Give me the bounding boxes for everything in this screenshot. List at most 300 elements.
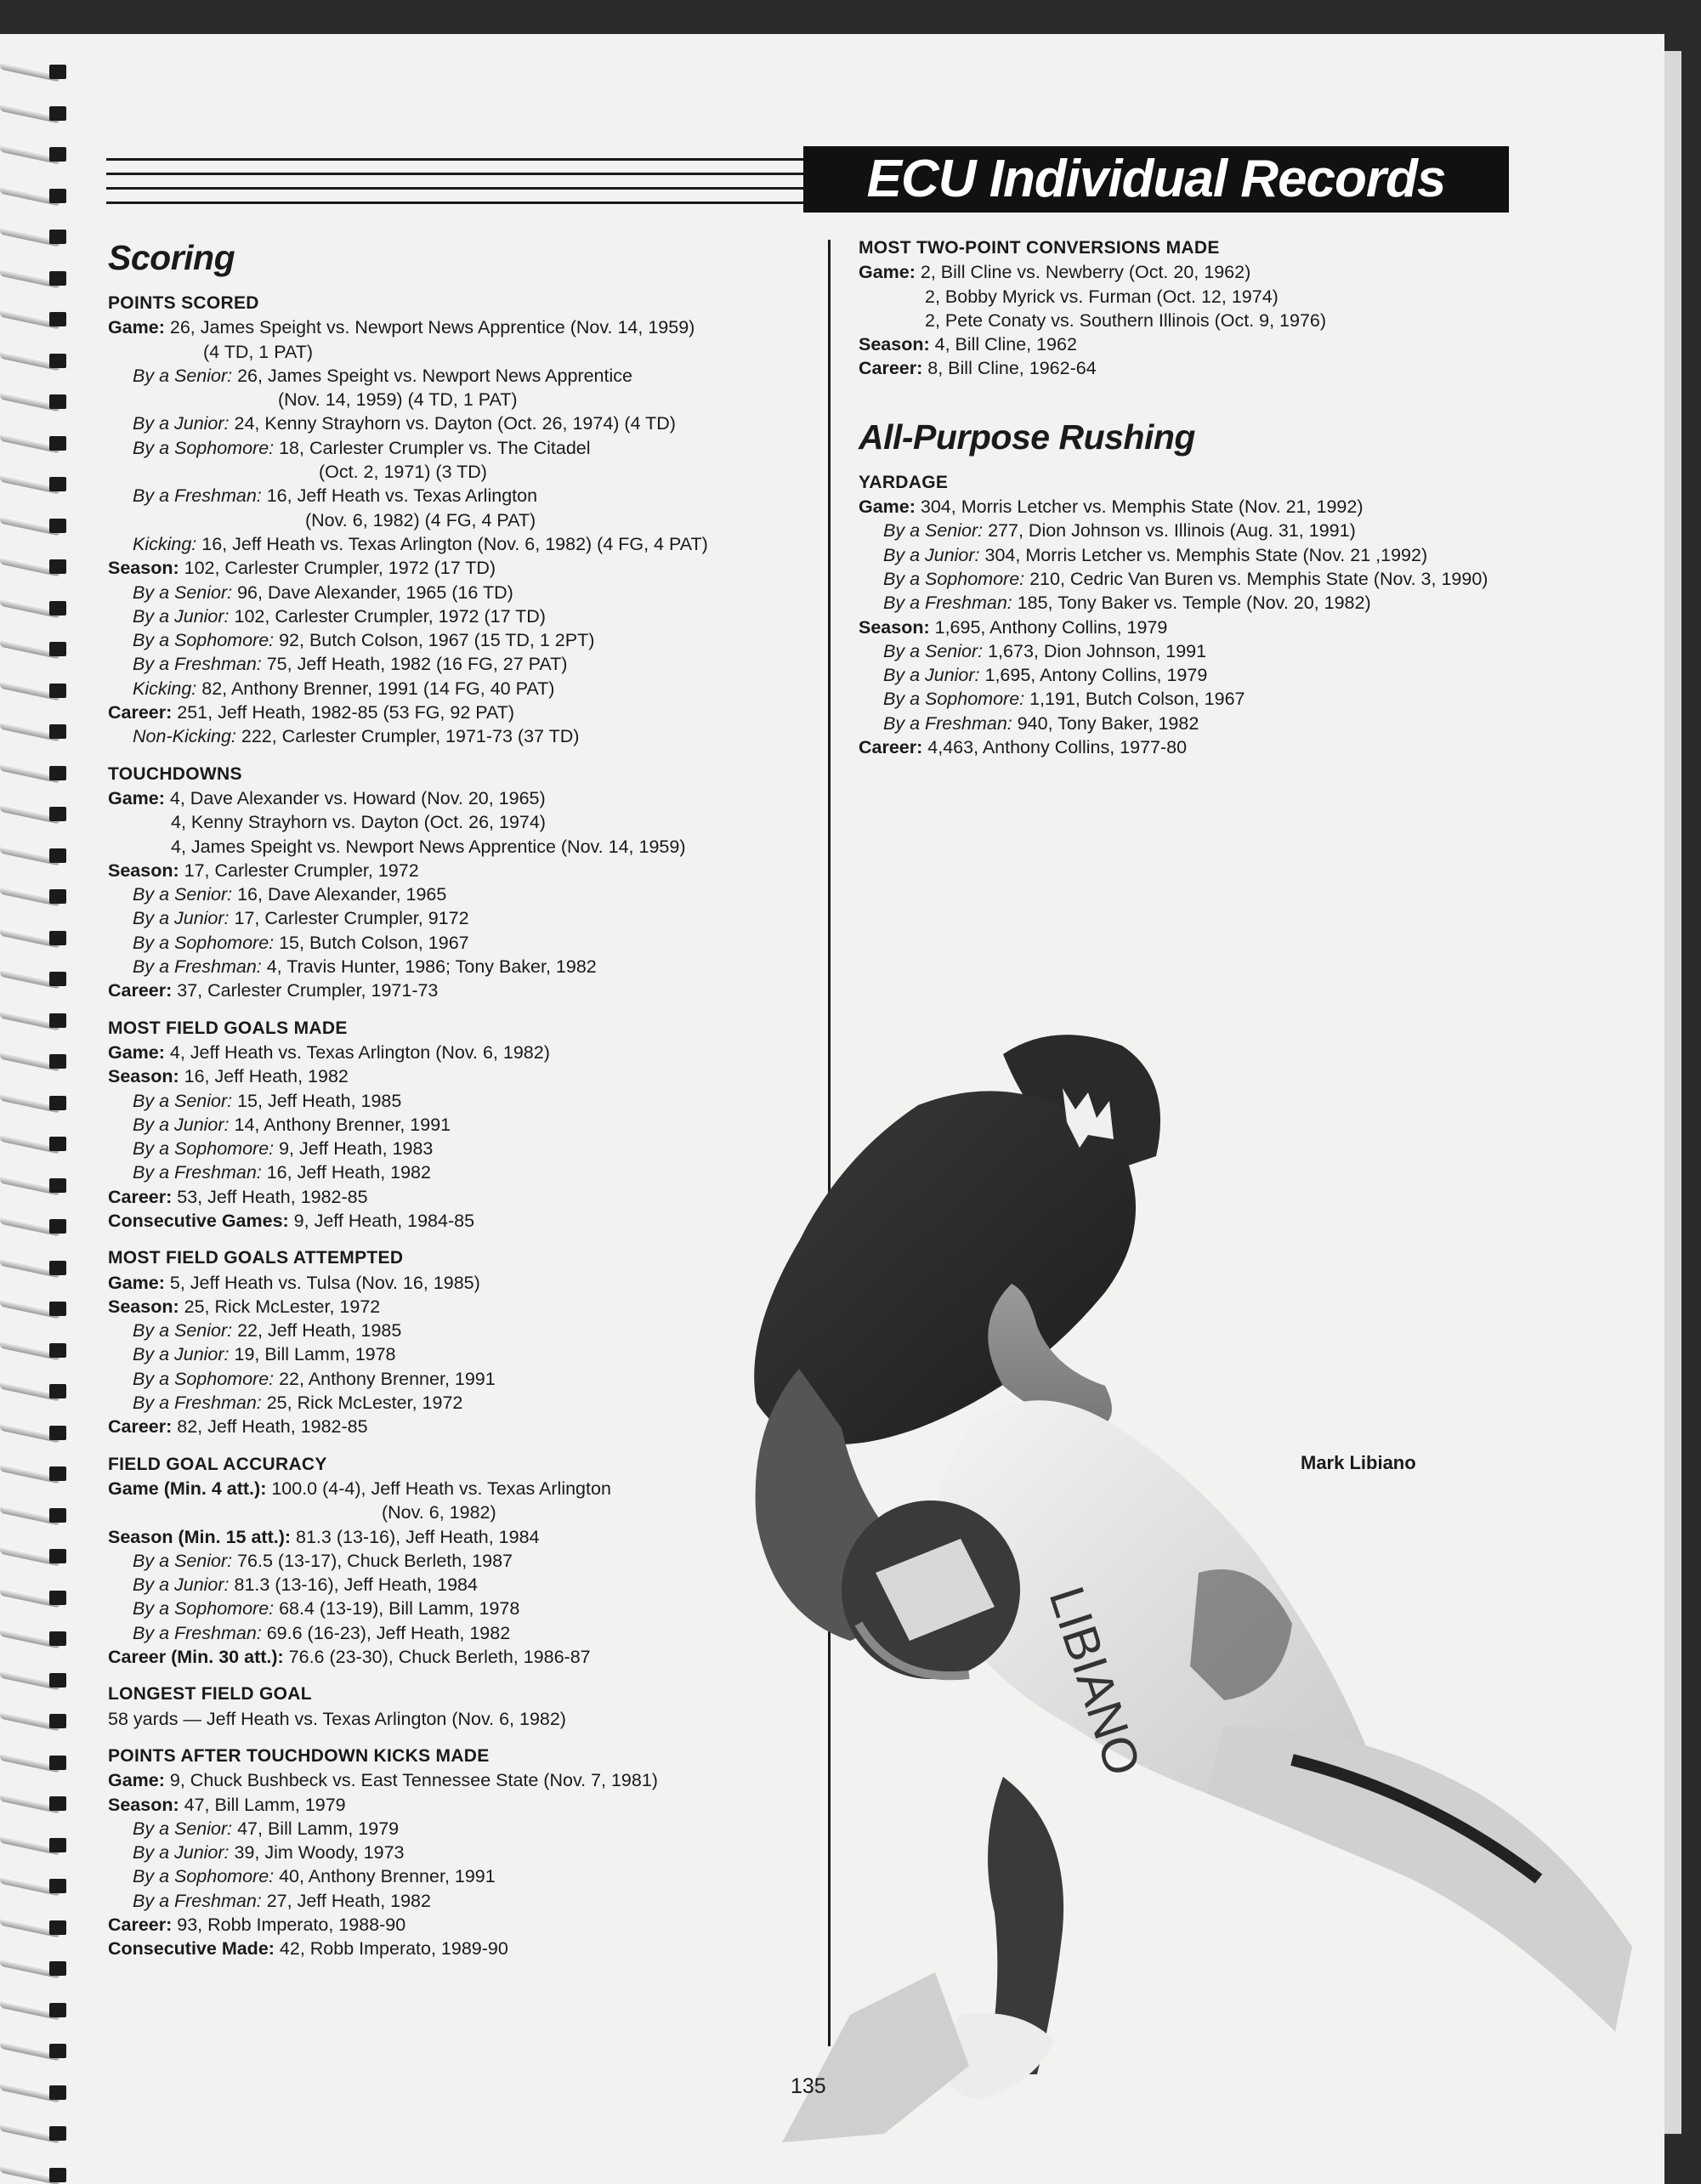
record-line <box>108 315 822 339</box>
binding-ring <box>0 1503 68 1529</box>
binding-ring <box>0 554 68 580</box>
record-value: 4, Dave Alexander vs. Howard (Nov. 20, 1965) <box>164 787 546 808</box>
binding-ring <box>0 926 68 951</box>
ring-hole <box>49 2003 66 2017</box>
ring-hole <box>49 230 66 244</box>
record-group <box>108 763 822 1003</box>
record-line <box>859 639 1564 663</box>
record-label: Game (Min. 4 att.): <box>108 1478 267 1499</box>
record-line <box>108 979 822 1002</box>
record-label: By a Senior: <box>133 365 233 386</box>
record-line <box>108 411 822 435</box>
record-label: Season: <box>108 859 179 881</box>
record-label: Season: <box>108 1794 179 1815</box>
binding-ring <box>0 2163 68 2184</box>
ring-hole <box>49 601 66 615</box>
record-label: By a Junior: <box>133 1842 230 1863</box>
record-line <box>108 931 822 955</box>
record-value: 15, Jeff Heath, 1985 <box>232 1090 402 1111</box>
section-title-scoring: Scoring <box>108 238 235 277</box>
record-value: 47, Bill Lamm, 1979 <box>232 1818 400 1839</box>
header-rule <box>106 201 803 204</box>
record-value: 58 yards — Jeff Heath vs. Texas Arlington (Nov. 6, 1982) <box>108 1708 566 1729</box>
record-line <box>108 1768 822 1792</box>
record-line <box>108 859 822 882</box>
record-group <box>108 1453 822 1670</box>
record-value: 16, Jeff Heath vs. Texas Arlington (Nov. 6, 1982) (4 FG, 4 PAT) <box>196 533 708 554</box>
record-line <box>108 786 822 810</box>
record-line <box>108 955 822 979</box>
record-line <box>108 1477 822 1500</box>
binding-ring <box>0 101 68 127</box>
binding-ring <box>0 719 68 745</box>
record-heading: LONGEST FIELD GOAL <box>108 1684 312 1705</box>
white-leg <box>1207 1726 1632 2032</box>
record-value: 16, Jeff Heath, 1982 <box>261 1162 431 1183</box>
record-line <box>108 1295 822 1319</box>
record-label: By a Sophomore: <box>133 932 275 953</box>
record-line <box>108 1160 822 1184</box>
page-title: ECU Individual Records <box>803 146 1509 213</box>
binding-ring <box>0 1998 68 2023</box>
left-column <box>108 234 822 1961</box>
record-label: Game: <box>859 496 916 518</box>
ring-hole <box>49 1261 66 1275</box>
record-line <box>859 260 1564 284</box>
record-value: 53, Jeff Heath, 1982-85 <box>172 1186 368 1207</box>
left-record-groups <box>108 292 822 1961</box>
record-value: 82, Anthony Brenner, 1991 (14 FG, 40 PAT) <box>196 678 555 699</box>
binding-ring <box>0 513 68 539</box>
record-label: By a Sophomore: <box>883 568 1025 589</box>
record-label: Kicking: <box>133 533 197 554</box>
record-heading: MOST FIELD GOALS MADE <box>108 1018 348 1038</box>
ring-hole <box>49 1137 66 1151</box>
record-label: Career: <box>859 358 923 379</box>
binding-ring <box>0 224 68 250</box>
ring-hole <box>49 2168 66 2182</box>
record-value: 185, Tony Baker vs. Temple (Nov. 20, 1982) <box>1012 593 1371 614</box>
record-value: 17, Carlester Crumpler, 9172 <box>229 908 469 929</box>
record-value: 4, Travis Hunter, 1986; Tony Baker, 1982 <box>261 956 597 978</box>
record-value: 304, Morris Letcher vs. Memphis State (Nov. 21 ,1992) <box>979 544 1428 565</box>
record-line <box>108 484 822 508</box>
record-line <box>108 1645 822 1669</box>
ring-hole <box>49 189 66 203</box>
record-value: 39, Jim Woody, 1973 <box>229 1842 405 1863</box>
record-label: By a Junior: <box>133 1114 230 1135</box>
record-label: Game: <box>108 1041 165 1063</box>
ring-hole <box>49 1178 66 1193</box>
binding-ring <box>0 60 68 85</box>
record-line <box>108 460 822 484</box>
record-label: Game: <box>108 1272 165 1293</box>
record-label: By a Senior: <box>133 1090 233 1111</box>
record-line <box>859 735 1564 759</box>
ring-hole <box>49 1920 66 1935</box>
record-heading: MOST FIELD GOALS ATTEMPTED <box>108 1248 404 1268</box>
binding-ring <box>0 266 68 292</box>
record-value: 940, Tony Baker, 1982 <box>1012 712 1199 734</box>
record-value: 92, Butch Colson, 1967 (15 TD, 1 2PT) <box>274 630 595 651</box>
ring-hole <box>49 1343 66 1358</box>
record-value: (4 TD, 1 PAT) <box>203 341 314 362</box>
record-line <box>108 388 822 411</box>
record-line <box>108 1549 822 1573</box>
ring-hole <box>49 559 66 574</box>
record-line <box>108 1864 822 1888</box>
record-value: 22, Jeff Heath, 1985 <box>232 1320 402 1342</box>
record-value: 222, Carlester Crumpler, 1971-73 (37 TD) <box>235 726 580 747</box>
record-line <box>108 628 822 652</box>
record-value: 1,673, Dion Johnson, 1991 <box>983 640 1207 661</box>
record-label: By a Freshman: <box>133 485 262 507</box>
record-heading: MOST TWO-POINT CONVERSIONS MADE <box>859 238 1220 258</box>
ring-hole <box>49 436 66 451</box>
binding-ring <box>0 1173 68 1199</box>
header-rule <box>106 173 803 175</box>
record-value: 102, Carlester Crumpler, 1972 (17 TD) <box>179 558 496 579</box>
record-value: 14, Anthony Brenner, 1991 <box>229 1114 451 1135</box>
ring-hole <box>49 684 66 698</box>
record-value: 2, Bobby Myrick vs. Furman (Oct. 12, 1974) <box>925 286 1279 307</box>
binding-ring <box>0 1214 68 1239</box>
ring-hole <box>49 889 66 904</box>
record-heading: FIELD GOAL ACCURACY <box>108 1454 327 1474</box>
record-label: By a Freshman: <box>133 1890 262 1911</box>
record-value: 17, Carlester Crumpler, 1972 <box>179 859 419 881</box>
ring-hole <box>49 766 66 780</box>
record-label: Game: <box>108 317 165 338</box>
record-value: 8, Bill Cline, 1962-64 <box>922 358 1097 379</box>
record-value: (Nov. 6, 1982) <box>382 1502 496 1523</box>
binding-ring <box>0 1709 68 1734</box>
record-value: 25, Rick McLester, 1972 <box>179 1296 381 1317</box>
binding-ring <box>0 1544 68 1569</box>
record-group <box>108 292 822 749</box>
ring-hole <box>49 106 66 121</box>
record-line <box>108 1391 822 1415</box>
record-line <box>108 1525 822 1549</box>
binding-ring <box>0 1379 68 1404</box>
record-value: 2, Bill Cline vs. Newberry (Oct. 20, 1962) <box>915 262 1251 283</box>
header-rule <box>106 158 803 161</box>
record-value: 26, James Speight vs. Newport News Apprentice (Nov. 14, 1959) <box>164 317 695 338</box>
record-label: Kicking: <box>133 678 197 699</box>
record-value: 18, Carlester Crumpler vs. The Citadel <box>274 437 591 458</box>
record-label: By a Freshman: <box>883 712 1012 734</box>
record-label: By a Junior: <box>133 413 230 434</box>
binding-ring <box>0 1874 68 1899</box>
record-line <box>108 652 822 676</box>
record-label: By a Sophomore: <box>133 1368 275 1389</box>
record-value: 24, Kenny Strayhorn vs. Dayton (Oct. 26, 1974) (4 TD) <box>229 413 676 434</box>
ring-hole <box>49 1879 66 1893</box>
photo-caption: Mark Libiano <box>1301 1452 1416 1473</box>
record-line <box>108 1889 822 1913</box>
binding-ring <box>0 184 68 209</box>
ring-hole <box>49 972 66 986</box>
record-line <box>108 532 822 556</box>
right-column <box>859 236 1564 759</box>
ring-hole <box>49 1714 66 1728</box>
record-value: 277, Dion Johnson vs. Illinois (Aug. 31, 1991) <box>983 520 1356 542</box>
record-line <box>108 436 822 460</box>
ring-hole <box>49 1961 66 1976</box>
record-value: 4, Kenny Strayhorn vs. Dayton (Oct. 26, 1974) <box>171 812 546 833</box>
ring-hole <box>49 65 66 79</box>
record-line <box>859 356 1564 380</box>
record-label: By a Freshman: <box>133 956 262 978</box>
ring-hole <box>49 1673 66 1688</box>
record-line <box>108 810 822 834</box>
record-value: 40, Anthony Brenner, 1991 <box>274 1866 496 1887</box>
record-value: 100.0 (4-4), Jeff Heath vs. Texas Arlington <box>266 1478 611 1499</box>
ring-hole <box>49 1838 66 1852</box>
binding-ring <box>0 1833 68 1858</box>
record-line <box>108 1573 822 1597</box>
binding-ring <box>0 1091 68 1116</box>
record-value: 37, Carlester Crumpler, 1971-73 <box>172 980 439 1001</box>
ring-hole <box>49 1466 66 1481</box>
record-label: By a Freshman: <box>133 1162 262 1183</box>
record-value: 4,463, Anthony Collins, 1977-80 <box>922 737 1188 758</box>
record-value: 96, Dave Alexander, 1965 (16 TD) <box>232 581 513 603</box>
record-label: By a Junior: <box>883 544 980 565</box>
section-title-all-purpose-rushing: All-Purpose Rushing <box>859 417 1195 457</box>
record-value: 76.5 (13-17), Chuck Berleth, 1987 <box>232 1550 513 1571</box>
ring-hole <box>49 312 66 326</box>
binding-ring <box>0 1915 68 1941</box>
ring-hole <box>49 1508 66 1523</box>
record-label: By a Senior: <box>133 1550 233 1571</box>
record-label: By a Junior: <box>133 908 230 929</box>
record-value: 81.3 (13-16), Jeff Heath, 1984 <box>291 1526 540 1547</box>
record-line <box>108 1342 822 1366</box>
record-line <box>108 340 822 364</box>
record-line <box>108 604 822 628</box>
record-label: By a Sophomore: <box>883 689 1025 710</box>
binding-ring <box>0 472 68 497</box>
record-value: 26, James Speight vs. Newport News Apprentice <box>232 365 632 386</box>
record-group <box>108 1017 822 1234</box>
binding-ring <box>0 1256 68 1281</box>
binding-ring <box>0 142 68 167</box>
record-group <box>108 1744 822 1961</box>
record-line <box>859 543 1564 567</box>
record-label: By a Senior: <box>883 640 984 661</box>
record-line <box>108 1319 822 1342</box>
spiral-binding <box>0 34 81 2184</box>
record-line <box>108 1937 822 1960</box>
record-line <box>108 1913 822 1937</box>
record-label: Season (Min. 15 att.): <box>108 1526 292 1547</box>
record-value: 304, Morris Letcher vs. Memphis State (Nov. 21, 1992) <box>915 496 1364 518</box>
binding-ring <box>0 637 68 662</box>
record-line <box>108 1137 822 1160</box>
ring-hole <box>49 1549 66 1563</box>
record-value: 16, Jeff Heath, 1982 <box>179 1066 349 1087</box>
binding-ring <box>0 2080 68 2106</box>
record-line <box>859 332 1564 356</box>
two-point-conversions-group <box>859 236 1564 381</box>
binding-ring <box>0 1586 68 1611</box>
record-value: 210, Cedric Van Buren vs. Memphis State (Nov. 3, 1990) <box>1024 568 1488 589</box>
record-label: Career: <box>108 1186 173 1207</box>
record-value: 102, Carlester Crumpler, 1972 (17 TD) <box>229 605 546 627</box>
binding-ring <box>0 1626 68 1652</box>
binding-ring <box>0 389 68 415</box>
record-value: (Oct. 2, 1971) (3 TD) <box>319 462 487 483</box>
football-tackle-photo <box>748 1029 1666 2142</box>
record-line <box>108 1817 822 1841</box>
record-value: 1,191, Butch Colson, 1967 <box>1024 689 1245 710</box>
record-line <box>108 1089 822 1113</box>
ring-hole <box>49 807 66 821</box>
ring-hole <box>49 1631 66 1646</box>
record-value: 5, Jeff Heath vs. Tulsa (Nov. 16, 1985) <box>164 1272 480 1293</box>
record-heading: POINTS AFTER TOUCHDOWN KICKS MADE <box>108 1745 490 1766</box>
record-label: By a Freshman: <box>133 1622 262 1643</box>
record-line <box>108 581 822 604</box>
record-label: Season: <box>108 558 179 579</box>
ring-hole <box>49 724 66 739</box>
binding-ring <box>0 884 68 910</box>
record-line <box>108 1415 822 1438</box>
record-value: 75, Jeff Heath, 1982 (16 FG, 27 PAT) <box>261 654 568 675</box>
binding-ring <box>0 843 68 869</box>
record-line <box>859 309 1564 332</box>
binding-ring <box>0 1132 68 1157</box>
ring-hole <box>49 519 66 533</box>
record-heading: YARDAGE <box>859 472 949 492</box>
binding-ring <box>0 1461 68 1487</box>
ring-hole <box>49 1384 66 1398</box>
record-value: 27, Jeff Heath, 1982 <box>261 1890 431 1911</box>
binding-ring <box>0 802 68 827</box>
record-line <box>108 1841 822 1864</box>
ring-hole <box>49 1054 66 1069</box>
record-label: Career: <box>108 702 173 723</box>
record-line <box>108 1793 822 1817</box>
record-line <box>108 556 822 580</box>
binding-ring <box>0 1008 68 1034</box>
record-value: 2, Pete Conaty vs. Southern Illinois (Oct. 9, 1976) <box>925 309 1327 331</box>
record-line <box>108 1500 822 1524</box>
binding-ring <box>0 1338 68 1364</box>
record-label: By a Junior: <box>883 665 980 686</box>
binding-ring <box>0 349 68 374</box>
record-value: 47, Bill Lamm, 1979 <box>179 1794 346 1815</box>
record-label: By a Senior: <box>133 581 233 603</box>
record-line <box>108 1113 822 1137</box>
binding-ring <box>0 2121 68 2147</box>
binding-ring <box>0 678 68 704</box>
record-label: By a Sophomore: <box>133 630 275 651</box>
record-value: (Nov. 6, 1982) (4 FG, 4 PAT) <box>305 509 536 530</box>
record-value: 1,695, Anthony Collins, 1979 <box>929 616 1168 638</box>
record-line <box>108 1597 822 1620</box>
binding-ring <box>0 1750 68 1776</box>
record-label: Consecutive Made: <box>108 1938 275 1960</box>
record-line <box>108 1271 822 1295</box>
record-value: 16, Jeff Heath vs. Texas Arlington <box>261 485 538 507</box>
record-label: By a Junior: <box>133 1344 230 1365</box>
record-group <box>859 471 1564 760</box>
ring-hole <box>49 1096 66 1110</box>
binding-ring <box>0 1956 68 1982</box>
binding-ring <box>0 967 68 992</box>
record-label: Consecutive Games: <box>108 1210 289 1231</box>
record-heading: TOUCHDOWNS <box>108 763 242 784</box>
binding-ring <box>0 307 68 332</box>
record-value: 4, Jeff Heath vs. Texas Arlington (Nov. 6, 1982) <box>164 1041 550 1063</box>
record-value: 9, Chuck Bushbeck vs. East Tennessee State (Nov. 7, 1981) <box>164 1770 658 1791</box>
record-label: By a Sophomore: <box>133 1866 275 1887</box>
record-value: 22, Anthony Brenner, 1991 <box>274 1368 496 1389</box>
grass <box>782 1972 969 2142</box>
record-line <box>859 687 1564 711</box>
record-line <box>108 508 822 532</box>
record-value: 42, Robb Imperato, 1989-90 <box>274 1938 508 1960</box>
record-label: Career: <box>108 980 173 1001</box>
record-line <box>108 677 822 701</box>
record-value: 81.3 (13-16), Jeff Heath, 1984 <box>229 1574 478 1596</box>
record-label: By a Senior: <box>133 1320 233 1342</box>
record-group <box>859 236 1564 381</box>
record-value: 4, Bill Cline, 1962 <box>929 334 1077 355</box>
record-value: 4, James Speight vs. Newport News Apprentice (Nov. 14, 1959) <box>171 836 686 857</box>
record-label: By a Senior: <box>133 884 233 905</box>
record-label: By a Sophomore: <box>133 1138 275 1160</box>
record-line <box>108 906 822 930</box>
ring-hole <box>49 394 66 409</box>
record-line <box>859 567 1564 591</box>
record-value: 19, Bill Lamm, 1978 <box>229 1344 396 1365</box>
ring-hole <box>49 1426 66 1440</box>
ring-hole <box>49 931 66 945</box>
record-label: Season: <box>859 334 930 355</box>
record-line <box>859 495 1564 519</box>
binding-ring <box>0 1791 68 1817</box>
page-number: 135 <box>791 2074 826 2098</box>
record-label: Career: <box>108 1416 173 1438</box>
record-label: By a Junior: <box>133 605 230 627</box>
record-value: 9, Jeff Heath, 1984-85 <box>288 1210 475 1231</box>
record-value: (Nov. 14, 1959) (4 TD, 1 PAT) <box>278 389 518 411</box>
ring-hole <box>49 1013 66 1028</box>
record-label: Season: <box>108 1066 179 1087</box>
record-label: Career (Min. 30 att.): <box>108 1647 284 1668</box>
record-value: 82, Jeff Heath, 1982-85 <box>172 1416 368 1438</box>
ring-hole <box>49 477 66 491</box>
record-line <box>108 835 822 859</box>
record-value: 69.6 (16-23), Jeff Heath, 1982 <box>261 1622 511 1643</box>
record-label: By a Freshman: <box>883 593 1012 614</box>
ring-hole <box>49 1302 66 1316</box>
record-label: By a Senior: <box>133 1818 233 1839</box>
record-line <box>859 591 1564 615</box>
ring-hole <box>49 1591 66 1605</box>
record-group <box>108 1246 822 1438</box>
jersey-name: LIBIANO <box>1038 1580 1152 1783</box>
ring-hole <box>49 1796 66 1811</box>
binding-ring <box>0 1296 68 1322</box>
record-line <box>108 1185 822 1209</box>
record-line <box>859 712 1564 735</box>
ring-hole <box>49 2085 66 2100</box>
record-value: 1,695, Antony Collins, 1979 <box>979 665 1208 686</box>
